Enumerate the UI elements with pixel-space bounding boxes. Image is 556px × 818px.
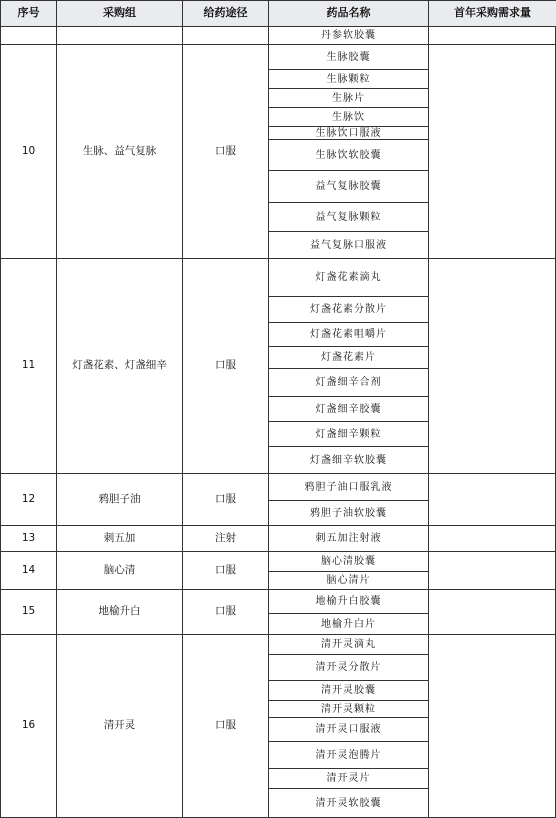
drug-name-cell [268, 680, 429, 701]
group-index-cell [0, 551, 57, 590]
group-name-cell [56, 26, 183, 45]
drug-name-cell-text: 生脉饮 [332, 111, 365, 123]
route-cell-text: 口服 [215, 605, 236, 618]
group-index-cell [0, 473, 57, 526]
drug-name-cell-text: 清开灵滴丸 [321, 639, 376, 650]
drug-name-cell-text: 灯盏细辛胶囊 [315, 403, 382, 415]
group-index-cell [0, 525, 57, 552]
header-col-first-year-demand [428, 0, 556, 27]
demand-cell [428, 551, 556, 590]
header-col-index-text: 序号 [17, 6, 40, 20]
demand-cell [428, 44, 556, 259]
drug-name-cell-text: 生脉片 [332, 92, 365, 104]
group-name-cell-text: 清开灵 [103, 719, 136, 732]
group-name-cell-text: 鸦胆子油 [98, 492, 141, 505]
drug-name-cell-text: 益气复脉颗粒 [315, 211, 382, 223]
drug-name-cell [268, 500, 429, 526]
route-cell-text: 口服 [215, 719, 236, 732]
drug-name-cell-text: 益气复脉口服液 [310, 239, 387, 251]
route-cell [182, 473, 269, 526]
route-cell [182, 634, 269, 818]
drug-name-cell [268, 473, 429, 501]
demand-cell [428, 634, 556, 818]
group-name-cell-text: 地榆升白 [98, 605, 141, 618]
drug-name-cell-text: 鸦胆子油口服乳液 [304, 481, 393, 493]
drug-name-cell [268, 296, 429, 323]
drug-name-cell-text: 生脉饮软胶囊 [315, 149, 382, 161]
route-cell [182, 525, 269, 552]
group-name-cell [56, 551, 183, 590]
drug-name-cell [268, 139, 429, 171]
drug-name-cell [268, 368, 429, 397]
route-cell-text: 口服 [215, 144, 236, 157]
group-index-cell [0, 44, 57, 259]
group-name-cell [56, 589, 183, 635]
drug-name-cell-text: 灯盏花素咀嚼片 [310, 329, 387, 340]
route-cell-text: 口服 [215, 563, 236, 576]
group-index-cell-text: 16 [21, 719, 36, 732]
route-cell [182, 551, 269, 590]
drug-name-cell [268, 44, 429, 70]
drug-name-cell-text: 清开灵软胶囊 [315, 797, 382, 809]
group-name-cell-text: 脑心清 [103, 563, 136, 576]
demand-cell [428, 525, 556, 552]
drug-name-cell-text: 地榆升白片 [321, 618, 376, 630]
drug-name-cell-text: 清开灵胶囊 [321, 685, 376, 696]
drug-name-cell [268, 768, 429, 789]
drug-name-cell [268, 258, 429, 297]
group-name-cell [56, 634, 183, 818]
group-index-cell [0, 258, 57, 474]
drug-name-cell [268, 717, 429, 742]
drug-name-cell [268, 654, 429, 681]
group-name-cell-text: 灯盏花素、灯盏细辛 [72, 359, 167, 372]
drug-name-cell-text: 清开灵口服液 [315, 724, 382, 735]
drug-name-cell [268, 571, 429, 590]
drug-name-cell [268, 634, 429, 655]
drug-name-cell [268, 446, 429, 474]
drug-name-cell [268, 322, 429, 347]
drug-name-cell [268, 69, 429, 89]
demand-cell [428, 26, 556, 45]
route-cell [182, 589, 269, 635]
drug-name-cell [268, 788, 429, 818]
drug-name-cell-text: 清开灵分散片 [315, 662, 382, 673]
group-index-cell-text: 13 [21, 531, 36, 544]
drug-name-cell [268, 126, 429, 140]
drug-name-cell-text: 生脉饮口服液 [315, 127, 382, 139]
drug-name-cell [268, 346, 429, 369]
header-col-route [182, 0, 269, 27]
drug-name-cell-text: 脑心清片 [326, 575, 371, 586]
header-col-drug-name [268, 0, 429, 27]
drug-name-cell [268, 551, 429, 572]
group-name-cell [56, 473, 183, 526]
header-col-index [0, 0, 57, 27]
drug-name-cell [268, 396, 429, 422]
group-index-cell-text: 15 [21, 605, 36, 618]
demand-cell [428, 473, 556, 526]
route-cell [182, 44, 269, 259]
drug-name-cell-text: 益气复脉胶囊 [315, 181, 382, 192]
drug-name-cell-text: 生脉胶囊 [326, 51, 371, 63]
route-cell-text: 口服 [215, 359, 236, 372]
route-cell [182, 258, 269, 474]
route-cell-text: 口服 [215, 492, 236, 505]
drug-name-cell-text: 清开灵颗粒 [321, 703, 376, 715]
drug-name-cell [268, 107, 429, 127]
route-cell [182, 26, 269, 45]
group-index-cell [0, 634, 57, 818]
group-index-cell [0, 26, 57, 45]
drug-name-cell-text: 生脉颗粒 [326, 73, 371, 85]
group-name-cell [56, 44, 183, 259]
drug-name-cell [268, 589, 429, 614]
drug-name-cell-text: 灯盏细辛颗粒 [315, 428, 382, 440]
drug-name-cell-text: 脑心清胶囊 [321, 556, 376, 567]
header-col-group-text: 采购组 [103, 6, 136, 20]
group-index-cell-text: 14 [21, 563, 36, 576]
drug-name-cell [268, 700, 429, 718]
group-name-cell-text: 生脉、益气复脉 [82, 144, 157, 157]
drug-name-cell [268, 88, 429, 108]
header-col-group [56, 0, 183, 27]
drug-name-cell [268, 613, 429, 635]
drug-name-cell-text: 清开灵片 [326, 773, 371, 784]
drug-name-cell [268, 202, 429, 232]
header-col-route-text: 给药途径 [203, 6, 248, 20]
demand-cell [428, 589, 556, 635]
group-index-cell-text: 10 [21, 144, 36, 157]
demand-cell [428, 258, 556, 474]
drug-name-cell-text: 地榆升白胶囊 [315, 596, 382, 607]
drug-name-cell [268, 26, 429, 45]
group-index-cell-text: 11 [21, 359, 36, 372]
header-col-first-year-demand-text: 首年采购需求量 [454, 6, 531, 20]
drug-name-cell-text: 丹参软胶囊 [321, 30, 376, 41]
group-index-cell-text: 12 [21, 492, 36, 505]
drug-name-cell [268, 231, 429, 259]
header-col-drug-name-text: 药品名称 [326, 6, 371, 20]
drug-name-cell-text: 鸦胆子油软胶囊 [310, 507, 387, 519]
drug-name-cell-text: 清开灵泡腾片 [315, 749, 382, 761]
group-name-cell [56, 525, 183, 552]
drug-name-cell-text: 灯盏花素滴丸 [315, 272, 382, 283]
group-name-cell [56, 258, 183, 474]
drug-name-cell-text: 灯盏细辛合剂 [315, 377, 382, 388]
route-cell-text: 注射 [215, 531, 236, 544]
drug-name-cell-text: 刺五加注射液 [315, 533, 382, 544]
group-name-cell-text: 刺五加 [103, 531, 136, 544]
drug-name-cell-text: 灯盏细辛软胶囊 [310, 454, 387, 466]
drug-name-cell [268, 421, 429, 447]
drug-name-cell [268, 170, 429, 203]
group-index-cell [0, 589, 57, 635]
drug-name-cell [268, 741, 429, 769]
drug-name-cell [268, 525, 429, 552]
drug-name-cell-text: 灯盏花素片 [321, 352, 376, 363]
drug-name-cell-text: 灯盏花素分散片 [310, 304, 387, 315]
